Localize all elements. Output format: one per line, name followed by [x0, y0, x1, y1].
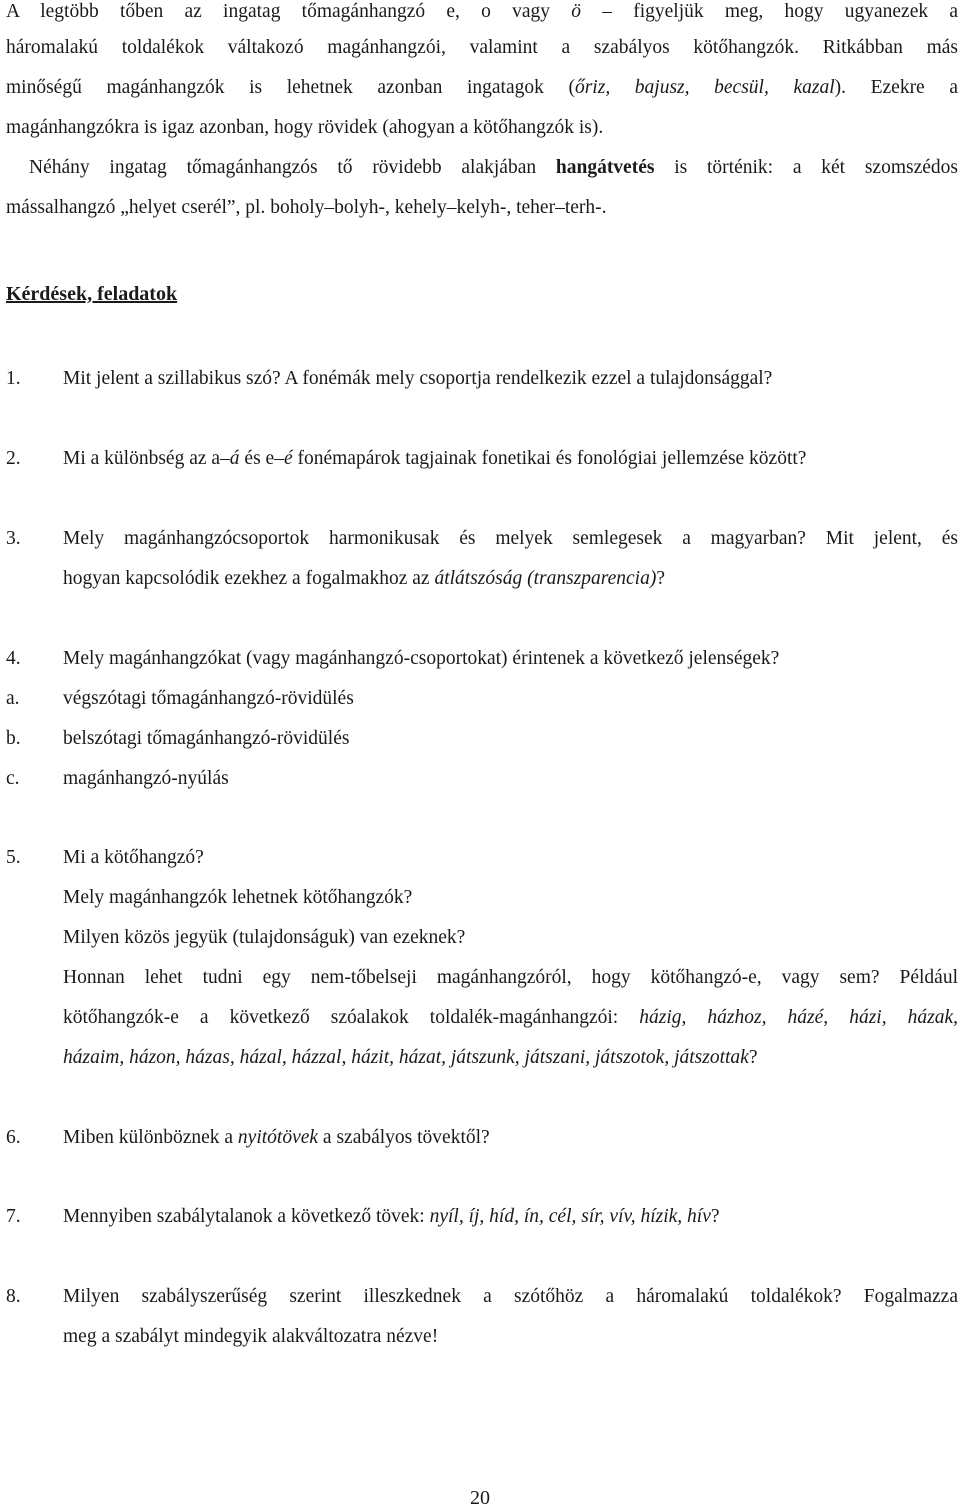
list-item: belszótagi tőmagánhangzó-rövidülés	[63, 728, 350, 749]
section-heading: Kérdések, feladatok	[6, 283, 178, 305]
list-item: magánhangzó-nyúlás	[63, 768, 229, 789]
intro-line-4: magánhangzókra is igaz azonban, hogy rövidek (ahogyan a kötőhangzók is).	[6, 117, 604, 138]
intro-line-2: háromalakú toldalékok váltakozó magánhangzói, valamint a szabályos kötőhangzók. Ritkábban más	[6, 37, 958, 58]
intro-line-5: Néhány ingatag tőmagánhangzós tő rövidebb alakjában hangátvetés is történik: a két szomszédos	[29, 157, 958, 178]
list-item-marker: c.	[6, 768, 20, 789]
intro-line-6: mássalhangzó „helyet cserél”, pl. boholy–bolyh-, kehely–kelyh-, teher–terh-.	[6, 197, 607, 218]
list-item: végszótagi tőmagánhangzó-rövidülés	[63, 688, 354, 709]
list-item-marker: a.	[6, 688, 20, 709]
list-item-marker: b.	[6, 728, 21, 749]
intro-line-3: minőségű magánhangzók is lehetnek azonban ingatagok (őriz, bajusz, becsül, kazal). Ezekre a	[6, 77, 958, 98]
page-number: 20	[470, 1487, 490, 1509]
intro-line-1: A legtöbb tőben az ingatag tőmagánhangzó e, o vagy ö – figyeljük meg, hogy ugyanezek a	[6, 1, 959, 22]
